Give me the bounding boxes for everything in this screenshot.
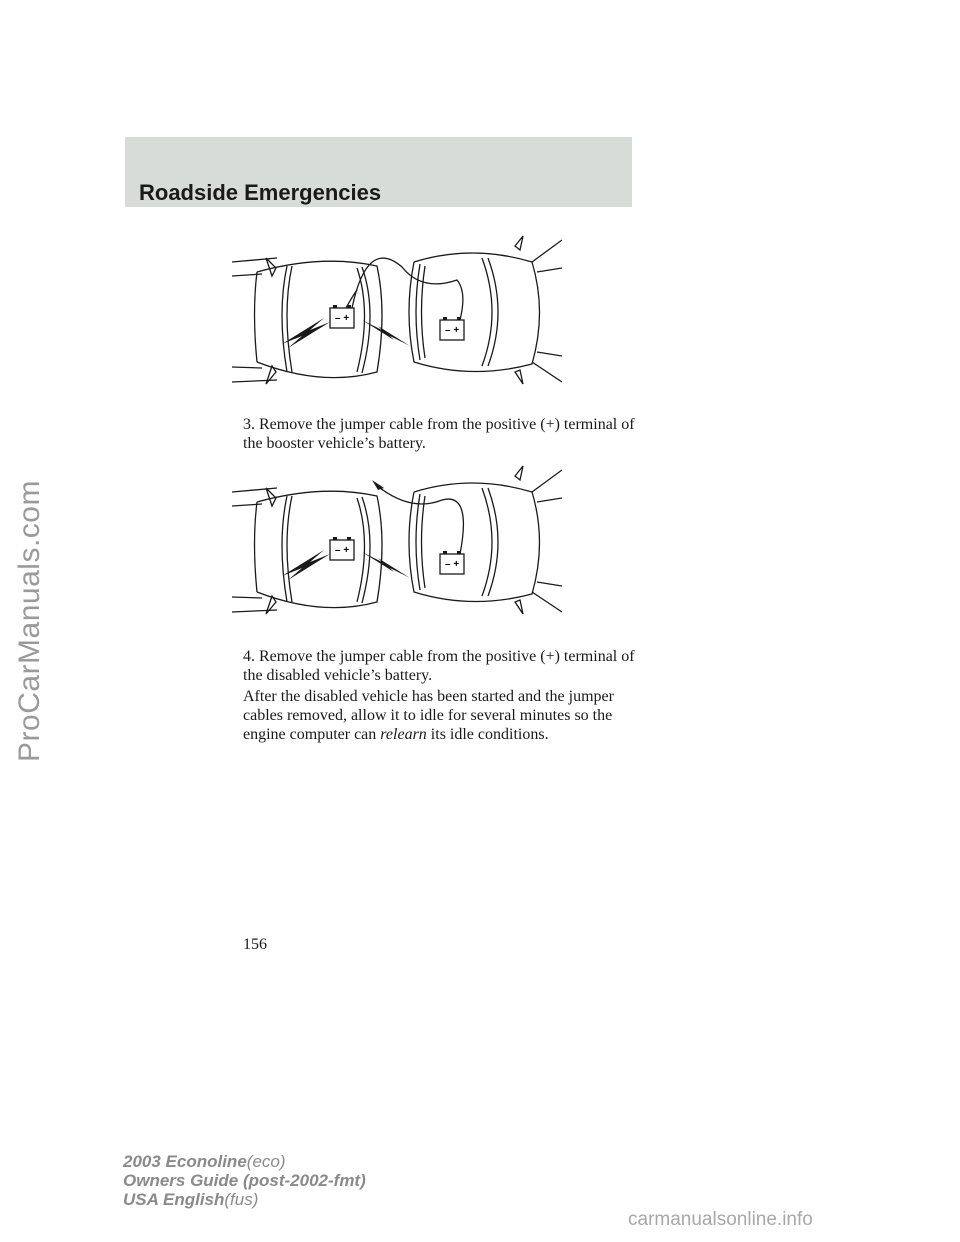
footer-language-code: (fus) (224, 1190, 259, 1209)
document-footer (123, 1152, 366, 1209)
svg-text:– +: – + (335, 313, 350, 324)
footer-language: USA English (123, 1190, 225, 1209)
jumper-cable-battery-diagram-icon (232, 232, 562, 392)
section-header (125, 137, 632, 207)
after-start-text (243, 687, 635, 744)
svg-text:– +: – + (335, 545, 350, 556)
side-watermark-text: ProCarManuals.com (13, 480, 46, 762)
footer-line-2 (123, 1171, 366, 1190)
footer-line-3 (123, 1190, 366, 1209)
bottom-watermark: carmanualsonline.info (628, 1209, 813, 1230)
jumper-cable-battery-diagram-icon (232, 462, 562, 622)
after-start-text-part2: its idle conditions. (430, 726, 549, 743)
after-start-text-part1: After the disabled vehicle has been started and the jumper cables removed, allow it to idle for several minutes so the engine computer can (243, 688, 614, 743)
side-watermark (0, 0, 60, 1242)
relearn-emphasis: relearn (380, 726, 427, 743)
svg-text:– +: – + (445, 325, 460, 336)
step-3-text: 3. Remove the jumper cable from the positive (+) terminal of the booster vehicle’s battery. (243, 416, 635, 452)
footer-model: 2003 Econoline (123, 1152, 247, 1171)
footer-line-1 (123, 1152, 366, 1171)
svg-text:– +: – + (445, 559, 460, 570)
jumper-diagram-1 (232, 232, 562, 392)
jumper-diagram-2 (232, 462, 562, 622)
section-title: Roadside Emergencies (139, 180, 382, 205)
footer-guide: Owners Guide (post-2002-fmt) (123, 1171, 366, 1190)
step-4-text: 4. Remove the jumper cable from the positive (+) terminal of the disabled vehicle’s battery. (243, 648, 635, 684)
footer-model-code: (eco) (246, 1152, 286, 1171)
page-number: 156 (243, 936, 267, 953)
